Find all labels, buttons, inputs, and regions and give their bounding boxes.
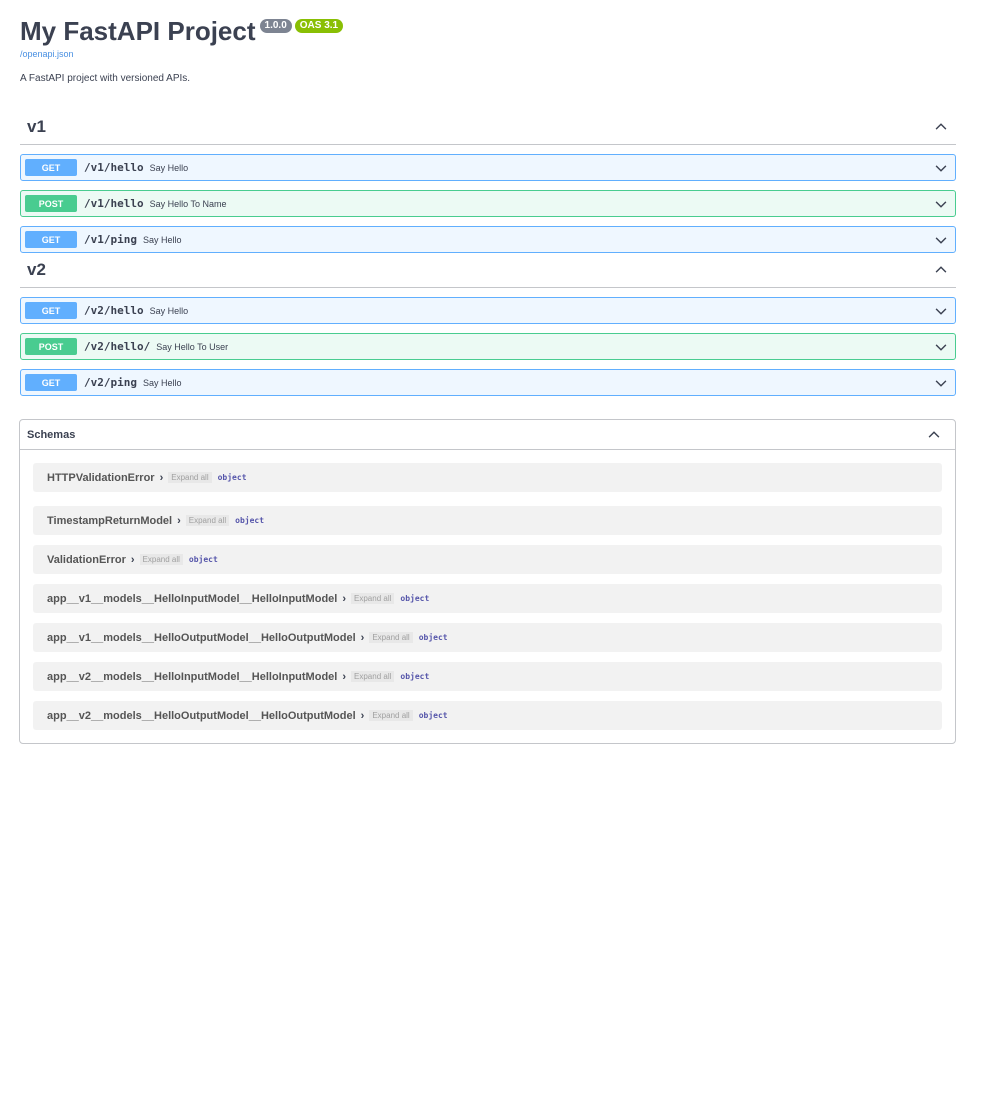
method-badge: POST	[25, 195, 77, 212]
model-validation-error[interactable]	[33, 545, 942, 574]
model-v1-hello-input[interactable]	[33, 584, 942, 613]
chevron-down-icon[interactable]	[934, 161, 948, 175]
title-row	[20, 14, 960, 48]
operation-summary: Say Hello	[142, 377, 182, 388]
model-name: app__v2__models__HelloInputModel__HelloInputModel	[47, 670, 338, 683]
model-name: TimestampReturnModel	[47, 514, 173, 527]
method-badge: POST	[25, 338, 77, 355]
model-type: object	[418, 633, 448, 642]
operation-summary: Say Hello To Name	[149, 198, 227, 209]
api-description: A FastAPI project with versioned APIs.	[20, 73, 191, 84]
model-name: app__v1__models__HelloInputModel__HelloInputModel	[47, 592, 338, 605]
openapi-json-link[interactable]: /openapi.json	[20, 49, 74, 59]
model-type: object	[400, 594, 430, 603]
operation-post-v1-hello[interactable]	[20, 190, 956, 217]
chevron-down-icon[interactable]	[934, 304, 948, 318]
operation-summary: Say Hello	[149, 162, 189, 173]
model-name: HTTPValidationError	[47, 471, 155, 484]
method-badge: GET	[25, 231, 77, 248]
model-timestamp-return[interactable]	[33, 506, 942, 535]
operation-post-v2-hello[interactable]	[20, 333, 956, 360]
chevron-right-icon[interactable]: ›	[342, 670, 347, 683]
expand-all-button[interactable]: Expand all	[369, 710, 412, 721]
operation-get-v1-hello[interactable]	[20, 154, 956, 181]
model-type: object	[400, 672, 430, 681]
model-http-validation-error[interactable]	[33, 463, 942, 492]
expand-all-button[interactable]: Expand all	[186, 515, 229, 526]
tag-name: v2	[27, 259, 46, 279]
operation-get-v1-ping[interactable]	[20, 226, 956, 253]
expand-all-button[interactable]: Expand all	[140, 554, 183, 565]
operation-get-v2-hello[interactable]	[20, 297, 956, 324]
model-type: object	[217, 473, 247, 482]
chevron-down-icon[interactable]	[934, 197, 948, 211]
operation-path: /v2/ping	[84, 376, 137, 389]
schemas-section	[19, 419, 956, 744]
chevron-right-icon[interactable]: ›	[177, 514, 181, 527]
model-v2-hello-output[interactable]	[33, 701, 942, 730]
chevron-down-icon[interactable]	[934, 233, 948, 247]
model-name: app__v2__models__HelloOutputModel__HelloOutputModel	[47, 709, 356, 722]
expand-all-button[interactable]: Expand all	[369, 632, 412, 643]
chevron-right-icon[interactable]: ›	[130, 553, 135, 566]
operation-summary: Say Hello To User	[156, 341, 229, 352]
model-type: object	[418, 711, 448, 720]
chevron-up-icon[interactable]	[934, 120, 948, 134]
version-badge: 1.0.0	[260, 19, 292, 33]
api-info	[20, 14, 960, 86]
expand-all-button[interactable]: Expand all	[351, 593, 394, 604]
tag-header-v2[interactable]	[20, 252, 956, 288]
chevron-right-icon[interactable]: ›	[159, 471, 164, 484]
method-badge: GET	[25, 302, 77, 319]
chevron-right-icon[interactable]: ›	[342, 592, 347, 605]
chevron-down-icon[interactable]	[934, 340, 948, 354]
chevron-up-icon[interactable]	[927, 428, 941, 442]
method-badge: GET	[25, 159, 77, 176]
operation-path: /v1/hello	[84, 197, 144, 210]
operation-path: /v1/hello	[84, 161, 144, 174]
model-name: app__v1__models__HelloOutputModel__HelloOutputModel	[47, 631, 356, 644]
chevron-up-icon[interactable]	[934, 263, 948, 277]
operation-get-v2-ping[interactable]	[20, 369, 956, 396]
chevron-right-icon[interactable]: ›	[360, 709, 365, 722]
expand-all-button[interactable]: Expand all	[351, 671, 394, 682]
tag-section-v2	[20, 252, 956, 396]
chevron-right-icon[interactable]: ›	[360, 631, 365, 644]
operation-summary: Say Hello	[142, 234, 182, 245]
schemas-title: Schemas	[27, 428, 76, 441]
model-type: object	[235, 516, 265, 525]
operation-summary: Say Hello	[149, 305, 189, 316]
method-badge: GET	[25, 374, 77, 391]
schemas-header[interactable]	[20, 420, 955, 450]
model-type: object	[188, 555, 218, 564]
operation-path: /v2/hello	[84, 304, 144, 317]
tag-name: v1	[27, 116, 46, 136]
expand-all-button[interactable]: Expand all	[168, 472, 211, 483]
tag-section-v1	[20, 109, 956, 253]
page-title: My FastAPI Project	[20, 16, 256, 46]
operation-path: /v2/hello/	[84, 340, 151, 353]
model-v1-hello-output[interactable]	[33, 623, 942, 652]
oas-badge: OAS 3.1	[295, 19, 343, 33]
tag-header-v1[interactable]	[20, 109, 956, 145]
operation-path: /v1/ping	[84, 233, 137, 246]
model-name: ValidationError	[47, 553, 126, 566]
chevron-down-icon[interactable]	[934, 376, 948, 390]
model-v2-hello-input[interactable]	[33, 662, 942, 691]
